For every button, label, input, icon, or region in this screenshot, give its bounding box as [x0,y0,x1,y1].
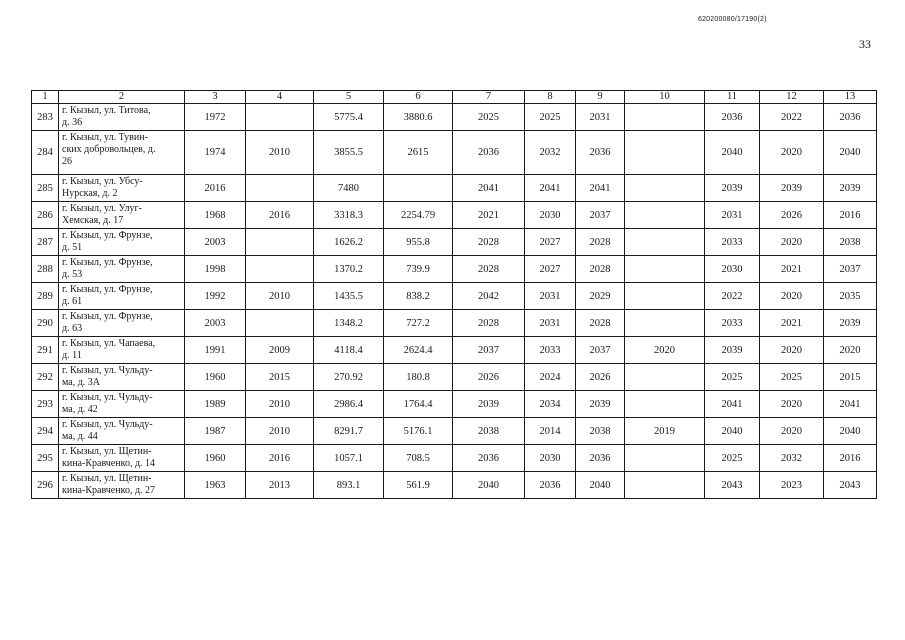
address-cell [59,104,185,131]
table-cell: 2031 [705,202,760,229]
table-cell: 2039 [705,175,760,202]
page-number: 33 [859,37,871,51]
table-cell: 2020 [760,337,824,364]
column-header: 4 [246,91,314,104]
table-cell: 2020 [760,391,824,418]
table-cell: 1960 [185,445,246,472]
table-cell: 2040 [824,131,877,175]
row-number: 296 [32,472,59,499]
table-cell: 2028 [453,310,525,337]
table-cell [625,131,705,175]
table-cell: 2038 [576,418,625,445]
table-cell: 893.1 [314,472,384,499]
address-cell [59,472,185,499]
table-cell: 1992 [185,283,246,310]
table-cell: 2013 [246,472,314,499]
table-row [32,445,877,472]
header-row [32,91,877,104]
table-cell: 2020 [760,229,824,256]
table-cell: 2040 [453,472,525,499]
table-cell: 1968 [185,202,246,229]
table-row [32,256,877,283]
table-cell: 2039 [824,310,877,337]
table-row [32,229,877,256]
table-cell: 2021 [760,310,824,337]
table-row [32,364,877,391]
table-cell: 2027 [525,256,576,283]
table-cell: 2041 [576,175,625,202]
table-cell: 2009 [246,337,314,364]
row-number: 291 [32,337,59,364]
table-cell: 1987 [185,418,246,445]
table-cell: 2039 [576,391,625,418]
address-line: д. 11 [62,350,82,361]
table-cell: 2024 [525,364,576,391]
table-cell: 2003 [185,310,246,337]
table-cell [384,175,453,202]
table-row [32,104,877,131]
table-cell: 2033 [525,337,576,364]
table-cell: 2040 [705,418,760,445]
address-line: г. Кызыл, ул. Щетин- [62,473,152,484]
table-cell: 2037 [453,337,525,364]
table-cell: 2020 [760,131,824,175]
table-cell: 2986.4 [314,391,384,418]
table-cell: 1974 [185,131,246,175]
address-cell [59,337,185,364]
address-cell [59,202,185,229]
address-line: д. 51 [62,242,83,253]
address-line: ма, д. 44 [62,431,98,442]
table-cell: 2015 [246,364,314,391]
table-cell: 2040 [576,472,625,499]
table-cell: 2025 [453,104,525,131]
table-cell: 708.5 [384,445,453,472]
table-cell: 2039 [824,175,877,202]
table-cell [246,229,314,256]
row-number: 286 [32,202,59,229]
table-cell [246,310,314,337]
address-line: кина-Кравченко, д. 27 [62,485,156,496]
address-line: г. Кызыл, ул. Щетин- [62,446,152,457]
table-cell [625,175,705,202]
table-cell: 2041 [525,175,576,202]
address-line: д. 36 [62,117,83,128]
row-number: 290 [32,310,59,337]
table-cell [625,364,705,391]
table-row [32,418,877,445]
table-cell: 2028 [453,256,525,283]
table-cell: 2040 [824,418,877,445]
address-line: ских добровольцев, д. [62,144,156,155]
address-line: г. Кызыл, ул. Фрунзе, [62,311,153,322]
table-cell: 3880.6 [384,104,453,131]
table-cell: 2015 [824,364,877,391]
table-cell: 2020 [760,418,824,445]
address-line: ма, д. 3А [62,377,101,388]
table-row [32,202,877,229]
table-cell: 2031 [525,310,576,337]
table-cell: 2020 [625,337,705,364]
address-line: г. Кызыл, ул. Фрунзе, [62,230,153,241]
table-cell: 2016 [185,175,246,202]
address-line: д. 53 [62,269,83,280]
table-cell: 2019 [625,418,705,445]
table-cell [625,391,705,418]
table-cell: 2041 [705,391,760,418]
table-cell: 1370.2 [314,256,384,283]
table-cell: 2031 [576,104,625,131]
address-line: г. Кызыл, ул. Чульду- [62,392,153,403]
table-cell [625,310,705,337]
address-line: 26 [62,156,72,167]
address-cell [59,131,185,175]
table-cell: 2038 [824,229,877,256]
table-cell: 727.2 [384,310,453,337]
table-cell: 2016 [246,202,314,229]
table-cell: 2038 [453,418,525,445]
table-cell: 1764.4 [384,391,453,418]
column-header: 3 [185,91,246,104]
address-line: г. Кызыл, ул. Убсу- [62,176,143,187]
table-cell: 2010 [246,418,314,445]
address-cell [59,364,185,391]
column-header: 12 [760,91,824,104]
address-line: г. Кызыл, ул. Чульду- [62,419,153,430]
table-cell [625,202,705,229]
table-cell: 2028 [576,229,625,256]
column-header: 11 [705,91,760,104]
table-cell [625,283,705,310]
address-line: г. Кызыл, ул. Тувин- [62,132,148,143]
table-row [32,283,877,310]
table-cell: 2041 [453,175,525,202]
table-cell: 1972 [185,104,246,131]
address-line: кина-Кравченко, д. 14 [62,458,156,469]
table-cell: 2033 [705,229,760,256]
table-cell [246,256,314,283]
address-cell [59,175,185,202]
table-cell: 270.92 [314,364,384,391]
table-cell: 2043 [705,472,760,499]
row-number: 295 [32,445,59,472]
table-cell: 2036 [576,445,625,472]
table-cell: 1057.1 [314,445,384,472]
table-cell: 2041 [824,391,877,418]
table-cell: 2031 [525,283,576,310]
table-cell [625,472,705,499]
table-cell: 2016 [824,445,877,472]
address-line: г. Кызыл, ул. Чапаева, [62,338,156,349]
table-cell: 2033 [705,310,760,337]
table-cell: 1989 [185,391,246,418]
address-line: г. Кызыл, ул. Титова, [62,105,151,116]
table-cell: 2034 [525,391,576,418]
table-cell: 7480 [314,175,384,202]
table-cell: 2028 [576,310,625,337]
column-header: 8 [525,91,576,104]
housing-register-table [31,90,877,499]
table-cell: 2016 [246,445,314,472]
table-cell: 2039 [760,175,824,202]
address-cell [59,391,185,418]
table-row [32,175,877,202]
table-cell: 1998 [185,256,246,283]
table-cell: 1963 [185,472,246,499]
table-cell: 2020 [760,283,824,310]
table-cell: 2023 [760,472,824,499]
table-body [32,104,877,499]
table-cell: 5176.1 [384,418,453,445]
address-cell [59,445,185,472]
table-cell: 4118.4 [314,337,384,364]
column-header: 6 [384,91,453,104]
address-line: Хемская, д. 17 [62,215,124,226]
table-cell: 2028 [453,229,525,256]
table-cell: 2032 [760,445,824,472]
table-cell: 8291.7 [314,418,384,445]
address-line: г. Кызыл, ул. Чульду- [62,365,153,376]
table-cell: 2042 [453,283,525,310]
document-code: 620200080/17190(2) [698,16,767,23]
table-row [32,337,877,364]
table-cell: 2030 [525,445,576,472]
table-cell: 2036 [453,131,525,175]
table-cell: 2026 [453,364,525,391]
table-row [32,310,877,337]
address-line: ма, д. 42 [62,404,98,415]
column-header: 1 [32,91,59,104]
table-cell [246,175,314,202]
table-cell: 2036 [453,445,525,472]
table-cell: 180.8 [384,364,453,391]
table-row [32,391,877,418]
row-number: 293 [32,391,59,418]
table-cell: 2035 [824,283,877,310]
column-header: 5 [314,91,384,104]
table-cell: 2037 [576,337,625,364]
table-cell: 838.2 [384,283,453,310]
table-cell: 2036 [525,472,576,499]
column-header: 7 [453,91,525,104]
table-cell: 2036 [824,104,877,131]
address-line: д. 63 [62,323,83,334]
row-number: 294 [32,418,59,445]
table-cell: 1960 [185,364,246,391]
column-header: 2 [59,91,185,104]
table-cell [625,104,705,131]
table-cell: 2025 [705,445,760,472]
table-cell: 2037 [576,202,625,229]
column-header: 9 [576,91,625,104]
table-cell [246,104,314,131]
table-cell [625,229,705,256]
address-cell [59,256,185,283]
row-number: 292 [32,364,59,391]
table-cell: 2022 [760,104,824,131]
table-cell: 2022 [705,283,760,310]
table-cell: 2254.79 [384,202,453,229]
table-cell: 2037 [824,256,877,283]
table-cell: 2032 [525,131,576,175]
row-number: 289 [32,283,59,310]
table-cell: 2615 [384,131,453,175]
table-cell: 561.9 [384,472,453,499]
table-cell: 2026 [576,364,625,391]
table-cell: 2043 [824,472,877,499]
table-row [32,131,877,175]
row-number: 285 [32,175,59,202]
table-cell [625,445,705,472]
table-cell: 2016 [824,202,877,229]
table-cell: 2010 [246,131,314,175]
address-cell [59,283,185,310]
table-cell: 2025 [525,104,576,131]
table-cell: 2027 [525,229,576,256]
address-line: г. Кызыл, ул. Фрунзе, [62,257,153,268]
table-cell: 3318.3 [314,202,384,229]
table-cell: 2039 [453,391,525,418]
address-line: г. Кызыл, ул. Улуг- [62,203,142,214]
row-number: 287 [32,229,59,256]
address-line: Нурская, д. 2 [62,188,118,199]
table-cell: 2020 [824,337,877,364]
table-cell: 955.8 [384,229,453,256]
table-cell: 5775.4 [314,104,384,131]
address-cell [59,229,185,256]
row-number: 283 [32,104,59,131]
address-line: г. Кызыл, ул. Фрунзе, [62,284,153,295]
table-cell: 1991 [185,337,246,364]
table-cell: 2014 [525,418,576,445]
table-cell: 2021 [760,256,824,283]
table-cell: 2025 [705,364,760,391]
table-cell: 2026 [760,202,824,229]
table-cell: 2036 [576,131,625,175]
table-cell: 739.9 [384,256,453,283]
table-cell: 2029 [576,283,625,310]
table-cell: 2021 [453,202,525,229]
table-cell: 3855.5 [314,131,384,175]
row-number: 284 [32,131,59,175]
address-cell [59,310,185,337]
table-cell: 2039 [705,337,760,364]
table-cell: 2040 [705,131,760,175]
table-cell: 2036 [705,104,760,131]
address-cell [59,418,185,445]
table-cell: 2010 [246,283,314,310]
address-line: д. 61 [62,296,83,307]
table-cell: 2010 [246,391,314,418]
table-cell: 2028 [576,256,625,283]
table-cell: 2030 [525,202,576,229]
table-cell: 1348.2 [314,310,384,337]
table-cell: 2030 [705,256,760,283]
table-cell: 1435.5 [314,283,384,310]
column-header: 13 [824,91,877,104]
column-header: 10 [625,91,705,104]
table-cell: 2624.4 [384,337,453,364]
table-cell: 2003 [185,229,246,256]
table-cell: 1626.2 [314,229,384,256]
row-number: 288 [32,256,59,283]
table-cell: 2025 [760,364,824,391]
table-cell [625,256,705,283]
table-row [32,472,877,499]
